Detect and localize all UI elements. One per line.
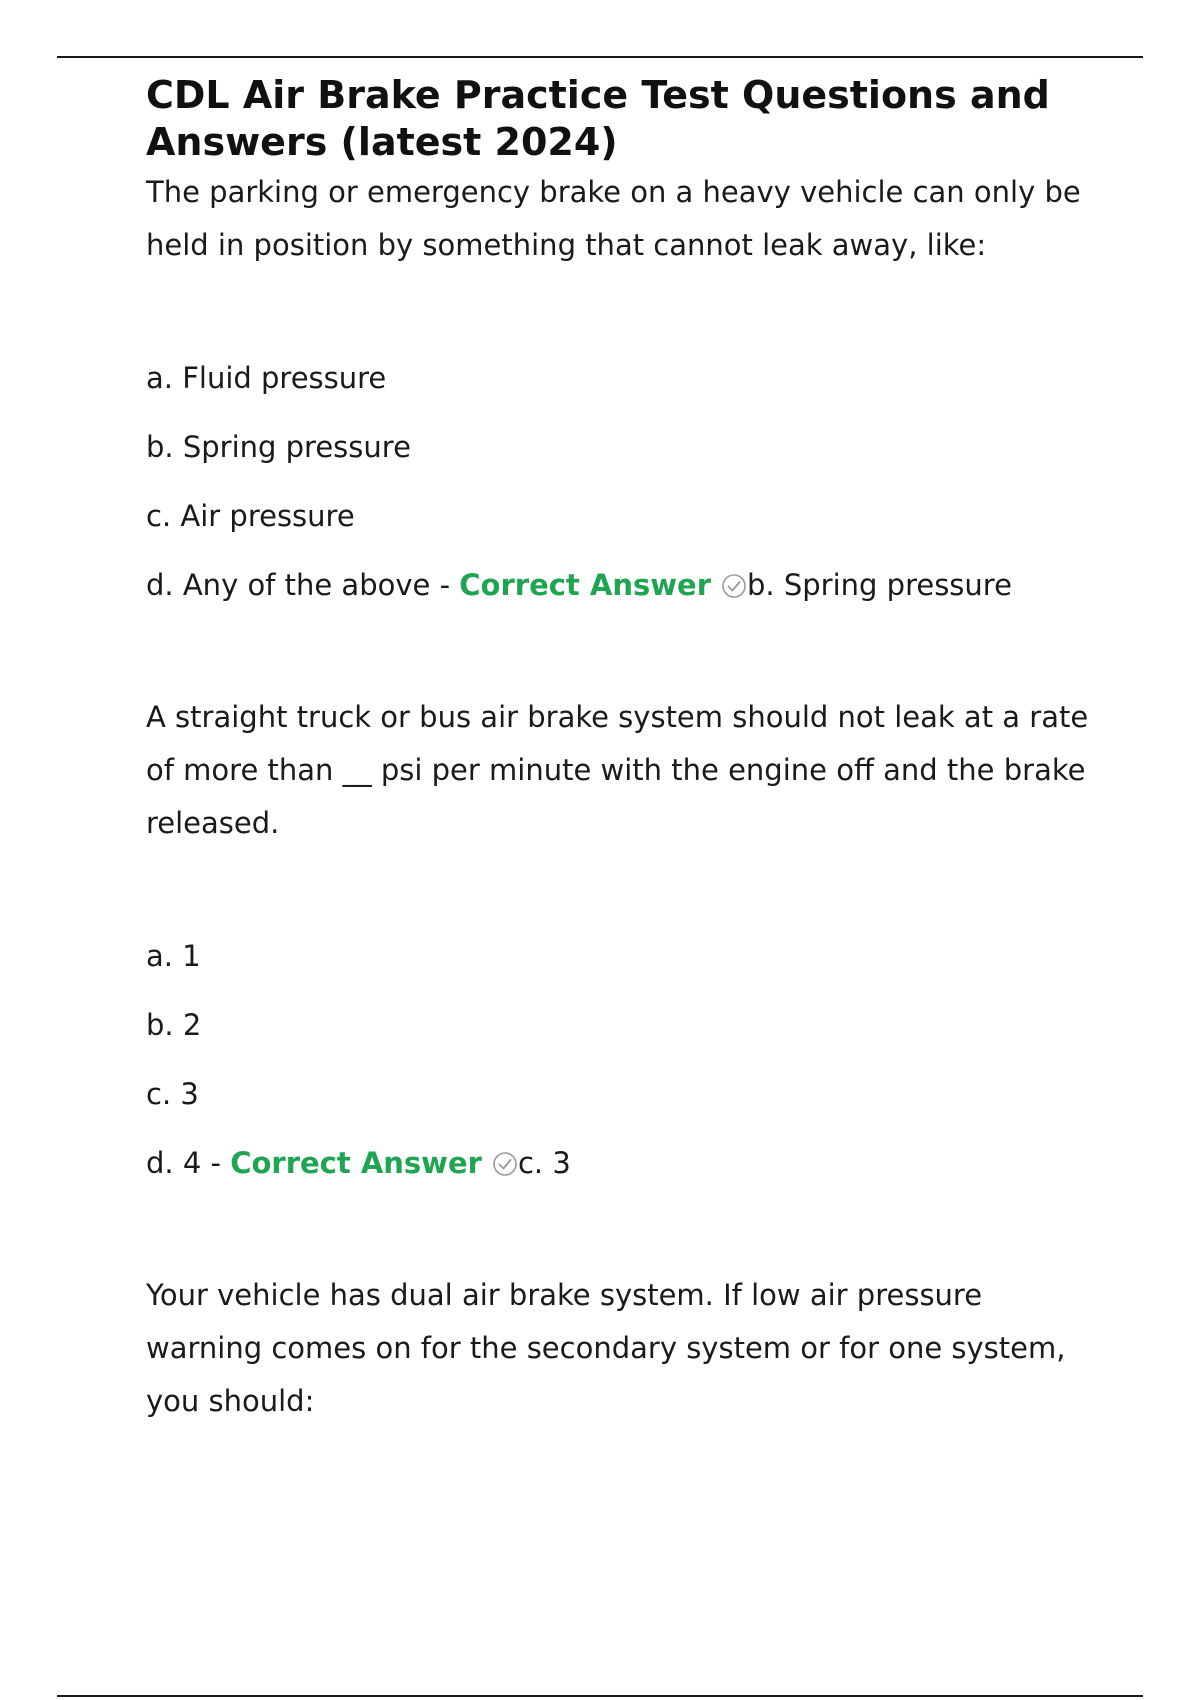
option-item-with-answer: [146, 1146, 1106, 1181]
document-title: CDL Air Brake Practice Test Questions and Answers (latest 2024): [146, 73, 1050, 164]
check-circle-icon: [721, 573, 747, 599]
option-label: d. 4 -: [146, 1146, 221, 1180]
options-list: [146, 361, 1106, 603]
option-item: a. 1: [146, 939, 201, 973]
option-item: b. Spring pressure: [146, 430, 411, 464]
document-body: [146, 72, 1106, 1428]
option-item: a. Fluid pressure: [146, 361, 387, 395]
check-circle-icon: [492, 1151, 518, 1177]
footer-rule: [57, 1695, 1143, 1697]
correct-answer-label: Correct Answer: [230, 1146, 482, 1180]
question-text: A straight truck or bus air brake system should not leak at a rate of more than __ psi per minute with the engine off and the brake released.: [146, 700, 1089, 840]
options-list: [146, 939, 1106, 1181]
header-rule: [57, 56, 1143, 58]
correct-answer-label: Correct Answer: [459, 568, 712, 602]
question-text: The parking or emergency brake on a heavy vehicle can only be held in position by something that cannot leak away, like:: [146, 175, 1081, 262]
answer-text: c. 3: [517, 1146, 571, 1180]
option-item-with-answer: [146, 568, 1106, 603]
option-item: c. 3: [146, 1077, 199, 1111]
option-item: b. 2: [146, 1008, 202, 1042]
question-text: Your vehicle has dual air brake system. If low air pressure warning comes on for the secondary system or for one system, you should:: [146, 1278, 1066, 1418]
option-label: d. Any of the above -: [146, 568, 451, 602]
option-item: c. Air pressure: [146, 499, 355, 533]
answer-text: b. Spring pressure: [747, 568, 1012, 602]
